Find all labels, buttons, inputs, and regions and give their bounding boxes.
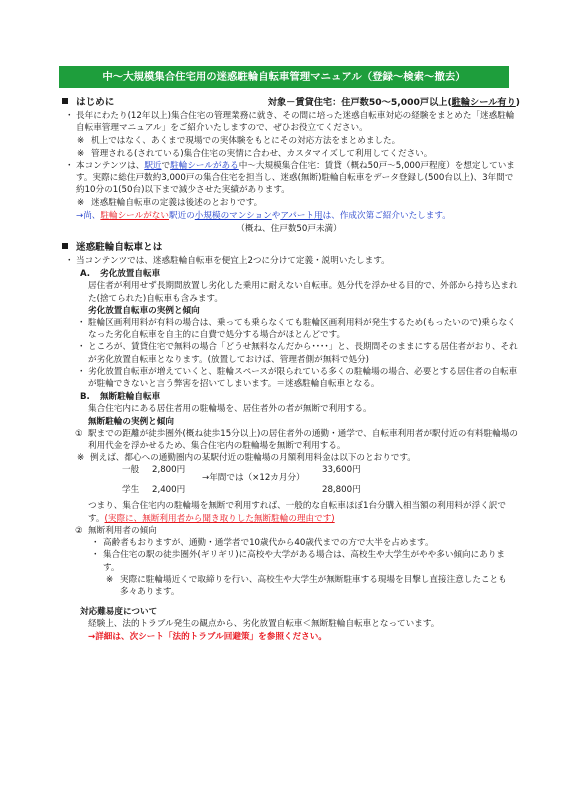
section-a-bullet-1-text: 駐輪区画利用料が有料の場合は、乗っても乗らなくても駐輪区画利用料が発生するため(もったいので)乗らなくなった劣化自転車を自主的に自費で処分する場合がほとんどです。 <box>88 318 516 341</box>
intro-note1-text: 机上ではなく、あくまで現場での実体験をもとにその対応方法をまとめました。 <box>91 136 401 147</box>
bullet-icon: ・ <box>77 342 86 353</box>
bullet-icon: ・ <box>91 538 100 549</box>
apartment-link[interactable]: アパート用 <box>280 210 323 221</box>
item-1-text: 駅までの距離が徒歩圏外(概ね徒歩15分以上)の居住者外の通勤・通学で、自転車利用者が駅付近の有料駐輪場の利用代金を浮かせるため、集合住宅内の駐輪場を無断で利用する。 <box>88 428 518 452</box>
intro-heading <box>62 96 114 110</box>
intro-p2-a: 本コンテンツは、 <box>76 160 145 171</box>
item-1 <box>58 428 520 452</box>
item-1-after <box>58 500 520 524</box>
meiwaku-heading <box>62 241 162 255</box>
no-sticker-link[interactable]: 駐輪シールがない <box>100 210 169 221</box>
section-b-heading <box>58 391 520 403</box>
blue-note-a: →尚、 <box>76 210 101 221</box>
item-1-note-text: 例えば、都心への通勤圏内の某駅付近の駐輪場の月額利用料金は以下のとおりです。 <box>90 453 416 464</box>
section-a-bullet-2 <box>58 341 520 365</box>
meiwaku-paragraph-1 <box>58 255 520 267</box>
square-bullet-icon <box>62 98 68 104</box>
intro-blue-paren: （概ね、住戸数50戸未満） <box>236 223 342 234</box>
section-b-subheading: 無断駐輪の実例と傾向 <box>88 416 174 427</box>
fee-student-year: 28,800円 <box>322 485 361 496</box>
bullet-icon: ・ <box>65 160 74 171</box>
circled-two-icon: ② <box>75 525 83 536</box>
item-2-dot-2-text: 集合住宅の駅の徒歩圏外(ギリギリ)に高校や大学がある場合は、高校生や大学生がやや多い傾向にあります。 <box>103 550 506 573</box>
intro-note-2 <box>58 148 520 160</box>
bullet-icon: ・ <box>65 256 74 267</box>
item-1-red-note: (実際に、無断利用者から聞き取りした無断駐輪の理由です) <box>104 513 335 524</box>
intro-p2-c: 中～大規模集合住宅：賃貸（概ね50戸～5,000戸程度）を想定しています。実際に総住戸数約3,000戸の集合住宅を担当し、迷惑(無断)駐輪自転車をデータ登録し(500台以上)、3年間で約10分の1(50台)以下まで減少させた実績があります。 <box>76 160 515 196</box>
item-2 <box>58 525 520 537</box>
intro-note3-text: 迷惑駐輪自転車の定義は後述のとおりです。 <box>91 198 263 209</box>
intro-heading-row <box>58 96 520 110</box>
intro-note-3 <box>58 197 520 209</box>
target-prefix: 対象－賃貸住宅：住戸数50～5,000戸以上( <box>267 97 452 108</box>
section-b-label: B. <box>80 392 90 403</box>
item-2-dot-1 <box>58 537 520 549</box>
fee-student-month: 2,400円 <box>152 485 186 496</box>
fee-student-label: 学生 <box>122 485 140 496</box>
intro-p2-b: で <box>161 160 171 171</box>
section-b-title: 無断駐輪自転車 <box>100 392 161 403</box>
fee-general-label: 一般 <box>122 465 140 476</box>
section-a-bullet-2-text: ところが、賃貸住宅で無料の場合「どうせ無料なんだから････」と、長期間そのままにする居住者がおり、それが劣化放置自転車となります。(放置しておけば、管理者側が無料で処分) <box>88 342 518 365</box>
fee-general-month: 2,800円 <box>152 465 186 476</box>
intro-note-1 <box>58 135 520 147</box>
meiwaku-heading-row <box>58 241 520 255</box>
target-suffix: ) <box>515 97 520 108</box>
section-a-label: A. <box>80 269 91 280</box>
section-a-title: 劣化放置自転車 <box>100 269 161 280</box>
blue-note-c: や <box>271 210 281 221</box>
section-a-heading <box>58 268 520 280</box>
bullet-icon: ・ <box>77 318 86 329</box>
intro-p1-text: 長年にわたり(12年以上)集合住宅の管理業務に就き、その間に培った迷惑自転車対応の経験をまとめた「迷惑駐輪自転車管理マニュアル」をご紹介いたしますので、ぜひお役立てください。 <box>76 111 515 134</box>
difficulty-heading: 対応難易度について <box>80 607 158 618</box>
fee-general-year: 33,600円 <box>322 465 361 476</box>
intro-heading-text: はじめに <box>76 97 115 108</box>
difficulty-red-note: →詳細は、次シート「法的トラブル回避策」を参照ください。 <box>88 631 327 642</box>
intro-note2-text: 管理される(されている)集合住宅の実情に合わせ、カスタマイズして利用してください。 <box>91 148 433 159</box>
item-2-text: 無断利用者の傾向 <box>88 525 157 536</box>
section-a-subheading: 劣化放置自転車の実例と傾向 <box>88 305 200 316</box>
bullet-icon: ・ <box>65 111 74 121</box>
note-mark-icon: ※ <box>77 148 85 159</box>
note-mark-icon: ※ <box>77 198 85 209</box>
note-mark-icon: ※ <box>106 574 114 585</box>
blue-note-b: 駅近の <box>168 210 195 221</box>
section-a-bullet-3 <box>58 366 520 390</box>
section-a-bullet-3-text: 劣化放置自転車が増えていくと、駐輪スペースが限られている多くの駐輪場の場合、必要とする居住者の自転車が駐輪できないと言う弊害を招いてしまいます。＝迷惑駐輪自転車となる。 <box>88 366 518 390</box>
meiwaku-p1-text: 当コンテンツでは、迷惑駐輪自転車を便宜上2つに分けて定義・説明いたします。 <box>76 256 390 267</box>
blue-note-d: は、作成次第ご紹介いたします。 <box>322 210 451 221</box>
section-a-body: 居住者が利用せず長期間放置し劣化した乗用に耐えない自転車。処分代を浮かせる目的で、外部から持ち込まれた(捨てられた)自転車も含みます。 <box>88 281 518 304</box>
ekichika-link[interactable]: 駅近 <box>144 160 162 171</box>
sticker-link[interactable]: 駐輪シールがある <box>170 160 239 171</box>
item-2-note-text: 実際に駐輪場近くで取締りを行い、高校生や大学生が無断駐車する現場を目撃し直接注意したことも多々あります。 <box>120 574 507 597</box>
bullet-icon: ・ <box>91 550 100 561</box>
note-mark-icon: ※ <box>77 453 85 464</box>
circled-one-icon: ① <box>75 428 83 439</box>
item-2-dot-1-text: 高齢者もおりますが、通勤・通学者で10歳代から40歳代までの方で大半を占めます。 <box>103 538 434 549</box>
target-underlined: 駐輪シール有り <box>451 97 516 108</box>
difficulty-body: 経験上、法的トラブル発生の観点から、劣化放置自転車＜無断駐輪自転車となっています。 <box>88 619 440 630</box>
intro-paragraph-1 <box>58 110 520 134</box>
small-mansion-link[interactable]: 小規模のマンション <box>194 210 272 221</box>
fee-arrow-annual: →年間では（×12カ月分） <box>202 473 305 484</box>
note-mark-icon: ※ <box>77 136 85 147</box>
intro-blue-note <box>58 210 520 222</box>
item-2-dot-2 <box>58 549 520 573</box>
item-2-note <box>58 574 520 598</box>
bullet-icon: ・ <box>77 366 86 377</box>
document-title: 中～大規模集合住宅用の迷惑駐輪自転車管理マニュアル（登録～検索～撤去） <box>59 66 509 88</box>
item-1-after-text: つまり、集合住宅内の駐輪場を無断で利用すれば、一般的な自転車ほぼ1台分購入相当額の利用料が浮く訳です。 <box>88 501 506 524</box>
fee-example-table <box>122 464 520 500</box>
section-b-body: 集合住宅内にある居住者用の駐輪場を、居住者外の者が無断で利用する。 <box>88 404 372 415</box>
intro-paragraph-2 <box>58 160 520 197</box>
target-housing <box>268 96 520 109</box>
item-1-note <box>58 452 520 464</box>
square-bullet-icon <box>62 243 68 249</box>
meiwaku-heading-text: 迷惑駐輪自転車とは <box>76 242 163 254</box>
section-a-bullet-1 <box>58 317 520 341</box>
document-content <box>58 95 520 643</box>
